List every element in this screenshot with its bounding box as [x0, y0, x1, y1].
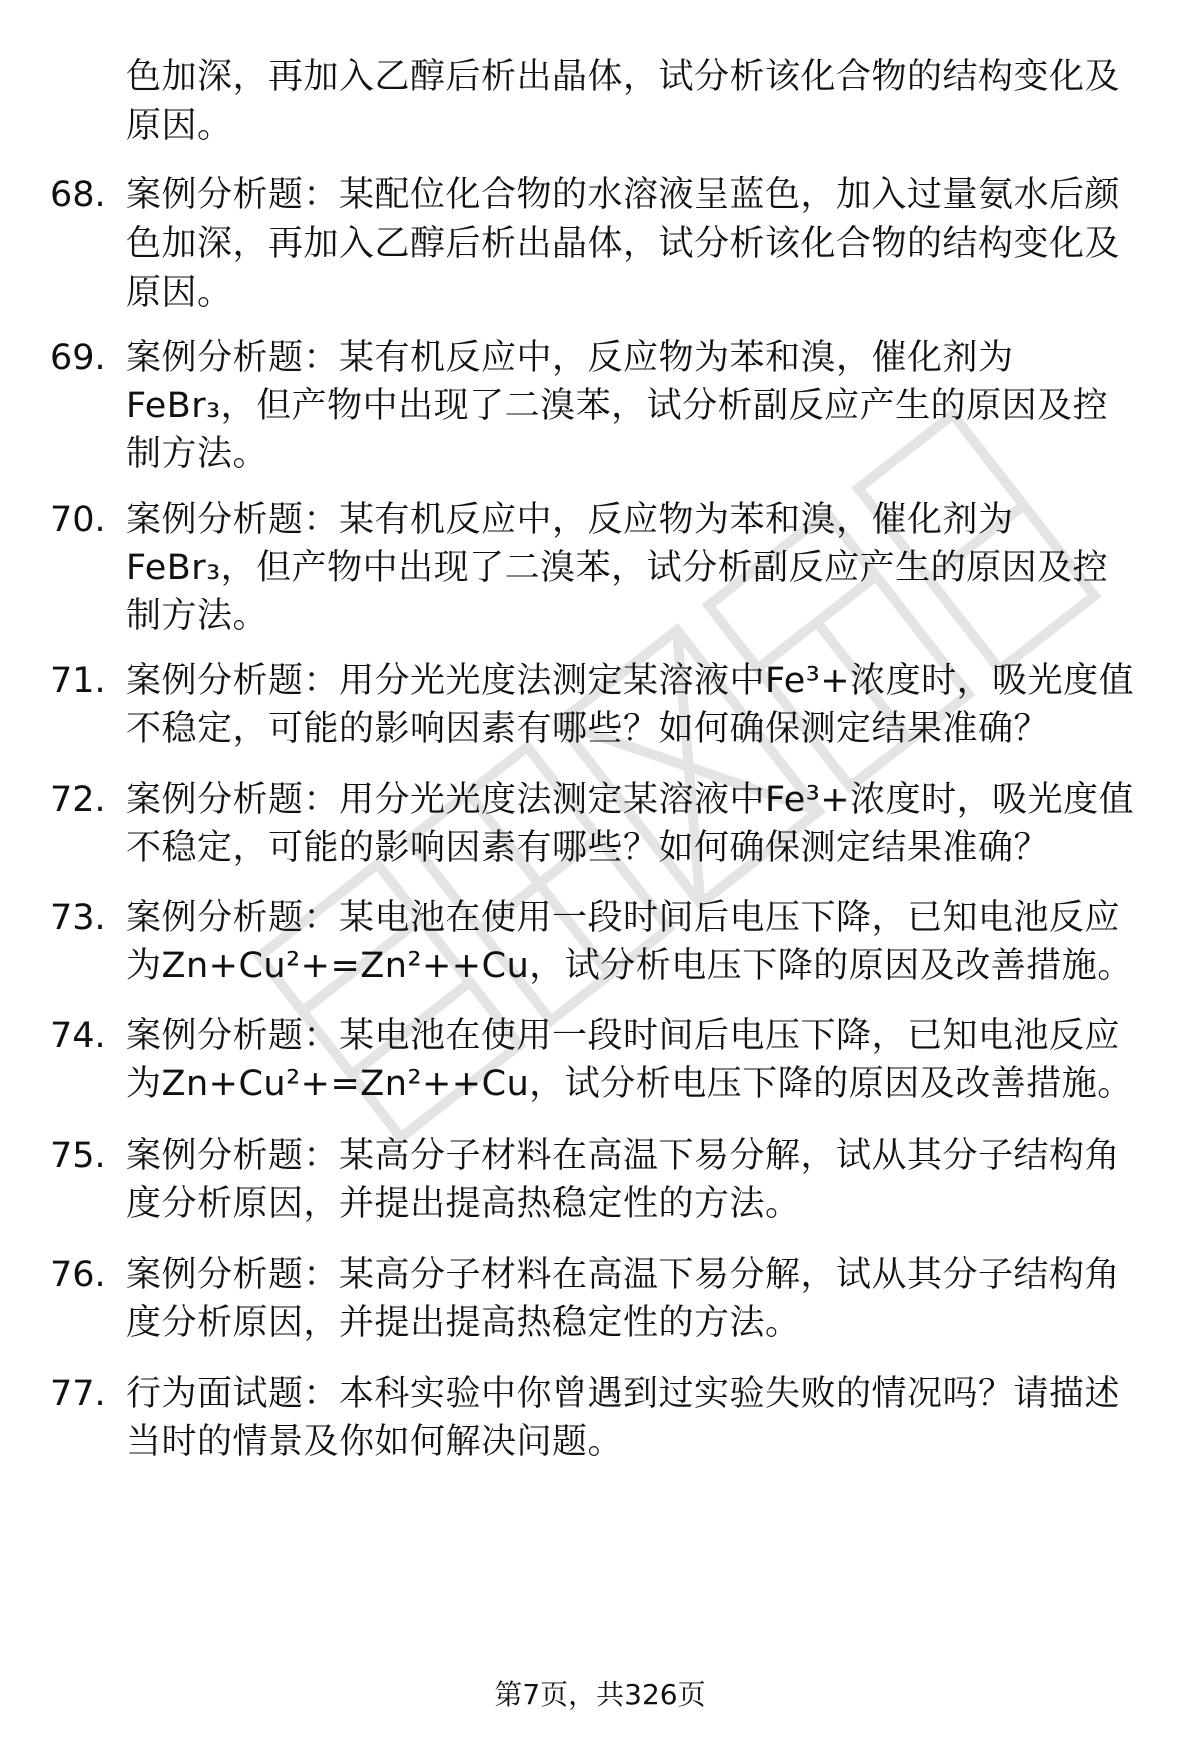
text-line: 色加深，再加入乙醇后析出晶体，试分析该化合物的结构变化及 — [126, 57, 1121, 97]
question-text-line: FeBr₃，但产物中出现了二溴苯，试分析副反应产生的原因及控 — [126, 548, 1109, 588]
question-number: 72. — [50, 780, 106, 820]
question-text-line: 当时的情景及你如何解决问题。 — [126, 1422, 624, 1462]
question-text-line: FeBr₃，但产物中出现了二溴苯，试分析副反应产生的原因及控 — [126, 386, 1109, 426]
question-text-line: 度分析原因，并提出提高热稳定性的方法。 — [126, 1303, 801, 1343]
question-text-line: 案例分析题：用分光光度法测定某溶液中Fe³+浓度时，吸光度值 — [126, 661, 1135, 701]
question-text-line: 案例分析题：某配位化合物的水溶液呈蓝色，加入过量氨水后颜 — [126, 175, 1121, 215]
question-text-line: 案例分析题：某电池在使用一段时间后电压下降，已知电池反应 — [126, 1016, 1121, 1056]
question-number: 70. — [50, 500, 106, 540]
question-text-line: 为Zn+Cu²+=Zn²++Cu，试分析电压下降的原因及改善措施。 — [126, 1064, 1133, 1104]
question-number: 69. — [50, 338, 106, 378]
question-text-line: 原因。 — [126, 273, 233, 313]
question-number: 75. — [50, 1136, 106, 1176]
question-number: 74. — [50, 1016, 106, 1056]
question-text-line: 制方法。 — [126, 596, 269, 636]
question-number: 71. — [50, 661, 106, 701]
question-text-line: 度分析原因，并提出提高热稳定性的方法。 — [126, 1184, 801, 1224]
question-text-line: 行为面试题：本科实验中你曾遇到过实验失败的情况吗？请描述 — [126, 1374, 1121, 1414]
question-text-line: 不稳定，可能的影响因素有哪些？如何确保测定结果准确？ — [126, 828, 1050, 868]
question-text-line: 案例分析题：某有机反应中，反应物为苯和溴，催化剂为 — [126, 338, 1014, 378]
question-text-line: 案例分析题：某高分子材料在高温下易分解，试从其分子结构角 — [126, 1136, 1121, 1176]
question-number: 76. — [50, 1255, 106, 1295]
question-number: 77. — [50, 1374, 106, 1414]
question-number: 73. — [50, 898, 106, 938]
question-text-line: 为Zn+Cu²+=Zn²++Cu，试分析电压下降的原因及改善措施。 — [126, 946, 1133, 986]
question-number: 68. — [50, 175, 106, 215]
page-number-footer: 第7页，共326页 — [494, 1678, 706, 1711]
question-text-line: 案例分析题：某高分子材料在高温下易分解，试从其分子结构角 — [126, 1255, 1121, 1295]
question-text-line: 案例分析题：用分光光度法测定某溶液中Fe³+浓度时，吸光度值 — [126, 780, 1135, 820]
question-text-line: 不稳定，可能的影响因素有哪些？如何确保测定结果准确？ — [126, 709, 1050, 749]
question-text-line: 案例分析题：某电池在使用一段时间后电压下降，已知电池反应 — [126, 898, 1121, 938]
question-text-line: 制方法。 — [126, 434, 269, 474]
question-text-line: 案例分析题：某有机反应中，反应物为苯和溴，催化剂为 — [126, 500, 1014, 540]
text-line: 原因。 — [126, 106, 233, 146]
question-text-line: 色加深，再加入乙醇后析出晶体，试分析该化合物的结构变化及 — [126, 224, 1121, 264]
